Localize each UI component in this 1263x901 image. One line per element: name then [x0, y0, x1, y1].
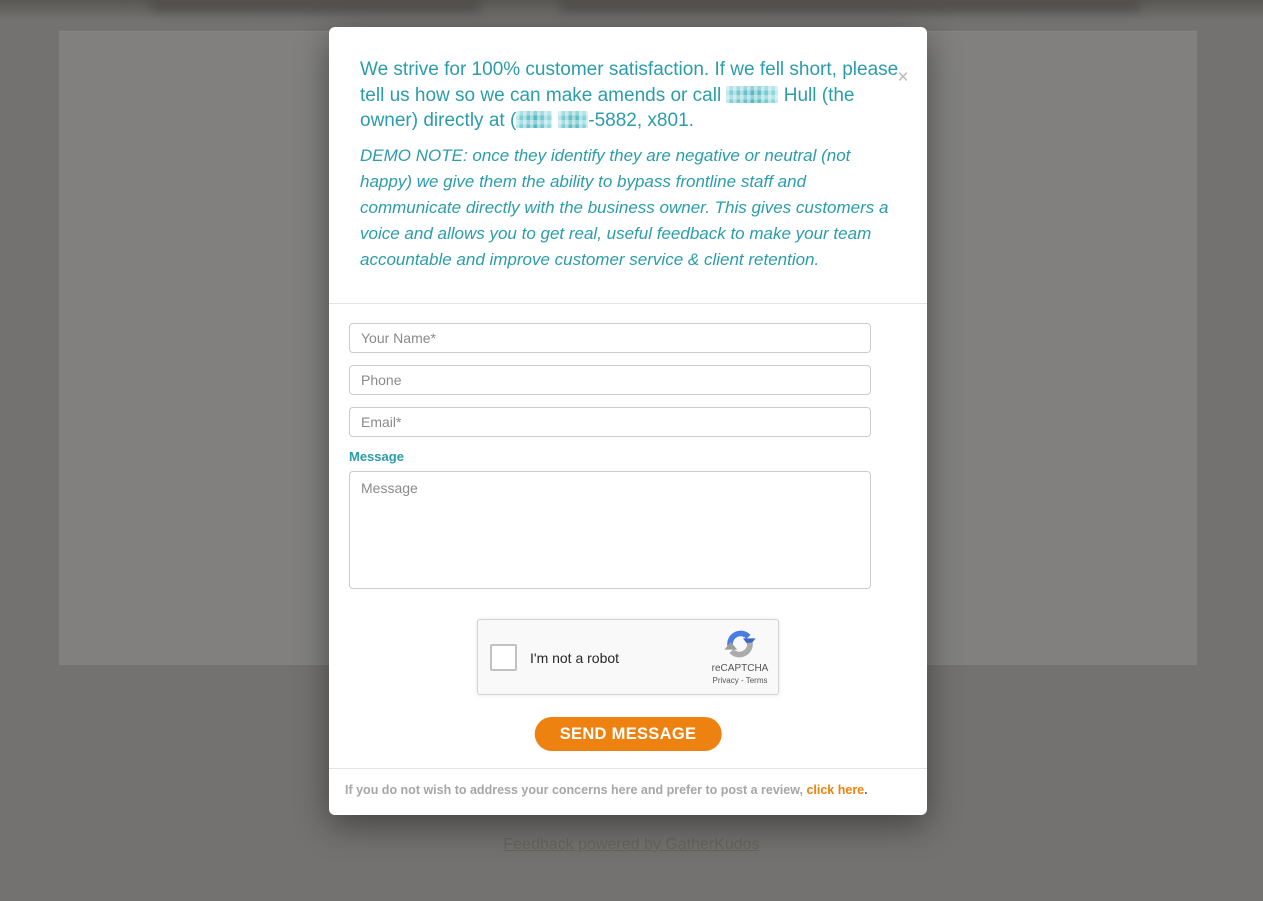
gatherkudos-link[interactable]: Feedback powered by GatherKudos — [503, 836, 760, 853]
email-field[interactable] — [349, 407, 871, 437]
recaptcha-brand-text: reCAPTCHA — [711, 663, 769, 674]
redacted-owner-name — [726, 86, 778, 103]
feedback-modal — [329, 27, 927, 815]
message-field[interactable] — [349, 471, 871, 589]
redacted-phone-prefix — [558, 111, 588, 128]
post-review-link[interactable]: click here — [806, 783, 865, 797]
name-field[interactable] — [349, 323, 871, 353]
footer-divider — [329, 768, 927, 769]
phone-field[interactable] — [349, 365, 871, 395]
recaptcha-label: I'm not a robot — [530, 650, 620, 666]
gatherkudos-attribution — [0, 836, 1263, 854]
intro-part-2: Hull (the owner) directly at ( — [360, 84, 855, 131]
dimmed-header-smudge — [560, 1, 1140, 12]
recaptcha-logo-block — [711, 627, 769, 685]
recaptcha-terms-links — [711, 676, 769, 685]
recaptcha-widget — [477, 619, 779, 695]
satisfaction-intro-text — [360, 57, 900, 134]
recaptcha-terms-link[interactable]: Terms — [745, 676, 768, 685]
recaptcha-links-separator: - — [740, 676, 744, 685]
message-label: Message — [349, 449, 404, 464]
send-message-button[interactable]: SEND MESSAGE — [535, 717, 722, 751]
demo-note-text: DEMO NOTE: once they identify they are negative or neutral (not happy) we give them the ability to bypass frontline staff and communicate directly with the business owner. This gives customers a voice and allows you to get real, useful feedback to make your team accountable and improve customer service & client retention. — [360, 146, 889, 269]
redacted-phone-area-code — [516, 111, 552, 128]
recaptcha-privacy-link[interactable]: Privacy — [712, 676, 739, 685]
section-divider — [329, 303, 927, 304]
modal-footer-note — [345, 783, 911, 797]
recaptcha-icon — [723, 627, 757, 661]
close-icon[interactable]: × — [893, 68, 913, 88]
intro-part-3: -5882, x801. — [588, 110, 694, 131]
intro-part-1: We strive for 100% customer satisfaction. If we fell short, please tell us how so we can make amends or call — [360, 59, 899, 106]
footer-period: . — [864, 783, 868, 797]
footer-text: If you do not wish to address your concerns here and prefer to post a review, — [345, 783, 807, 797]
dimmed-header-smudge — [150, 1, 480, 12]
dimmed-header-band — [0, 0, 1263, 20]
recaptcha-checkbox[interactable] — [490, 644, 517, 671]
